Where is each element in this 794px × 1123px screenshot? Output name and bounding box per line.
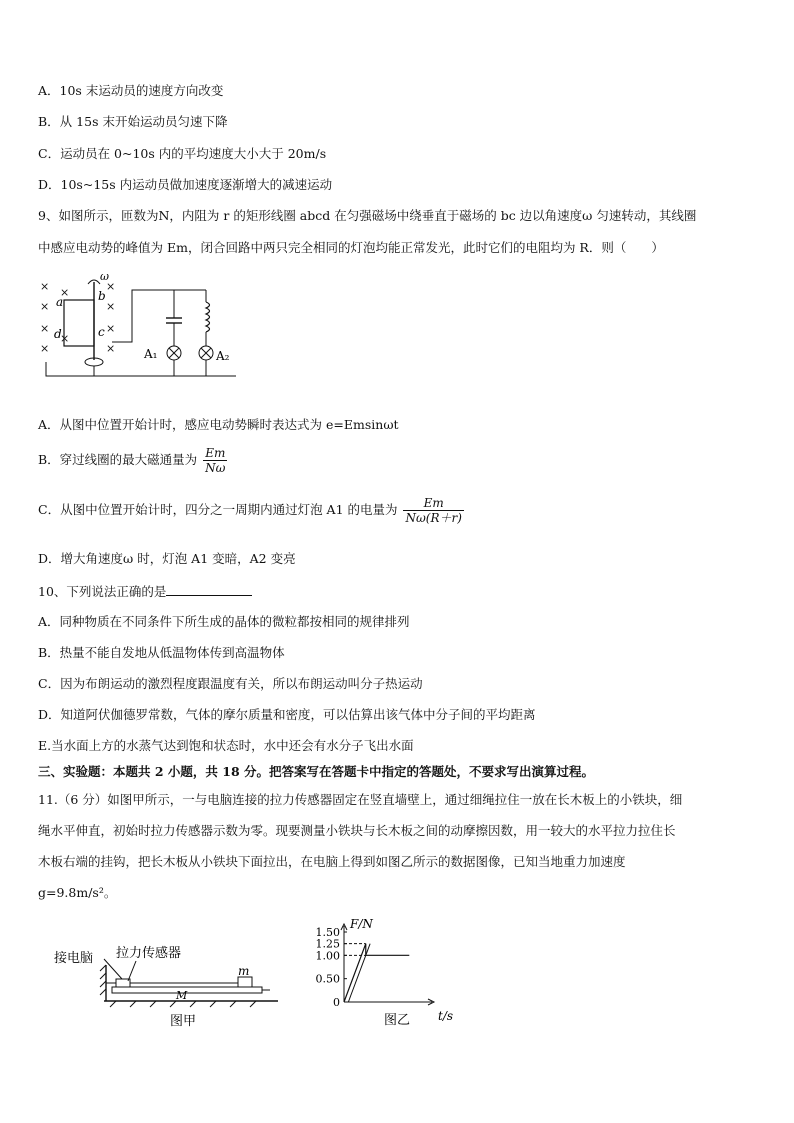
caption-yi: 图乙 <box>384 1013 411 1028</box>
omega-label: ω <box>100 270 109 283</box>
y-tick-label: 0 <box>333 996 340 1009</box>
q11-figure-yi-chart <box>300 916 470 1028</box>
q9-option-a: A．从图中位置开始计时，感应电动势瞬时表达式为 e=Emsinωt <box>38 417 399 432</box>
q9-option-c <box>38 496 464 525</box>
force-curve <box>344 944 409 1002</box>
q9-option-c-fraction: $\frac{Em}{N\omega(R+r)}$ <box>405 496 462 525</box>
label-a: a <box>56 295 64 309</box>
label-d: d <box>54 327 62 341</box>
computer-label: 接电脑 <box>54 951 94 966</box>
svg-text:×: × <box>40 322 50 335</box>
y-tick-label: 1.00 <box>315 949 340 963</box>
x-axis-label: t/s <box>438 1009 454 1023</box>
q11-line4: g=9.8m/s²。 <box>38 885 117 900</box>
svg-text:×: × <box>60 332 70 345</box>
q11-figure-jia <box>40 935 290 1030</box>
label-b: b <box>98 289 106 303</box>
q9-option-b-text: B．穿过线圈的最大磁通量为 <box>38 452 198 467</box>
q9-stem-line2: 中感应电动势的峰值为 Em，闭合回路中两只完全相同的灯泡均能正常发光，此时它们的电阻均为 R．则（ ） <box>38 240 664 255</box>
q9-option-b <box>38 446 227 475</box>
y-tick-label: 1.25 <box>315 937 340 951</box>
q11-line3: 木板右端的挂钩，把长木板从小铁块下面拉出，在电脑上得到如图乙所示的数据图像，已知当地重力加速度 <box>38 854 626 869</box>
q11-line1: 11.（6 分）如图甲所示，一与电脑连接的拉力传感器固定在竖直墙壁上，通过细绳拉住一放在长木板上的小铁块，细 <box>38 792 683 807</box>
force-curve-edge <box>348 944 370 1002</box>
lamp-a1-label: A₁ <box>144 347 158 361</box>
q8-option-c: C．运动员在 0~10s 内的平均速度大小大于 20m/s <box>38 146 327 161</box>
sensor-label: 拉力传感器 <box>116 946 182 961</box>
upper-wire <box>112 290 140 342</box>
q9-option-d: D．增大角速度ω 时，灯泡 A1 变暗，A2 变亮 <box>38 551 296 566</box>
q10-option-a: A．同种物质在不同条件下所生成的晶体的微粒都按相同的规律排列 <box>38 614 410 629</box>
svg-text:×: × <box>106 342 116 355</box>
q11-line2: 绳水平伸直，初始时拉力传感器示数为零。现要测量小铁块与长木板之间的动摩擦因数，用一较大的水平拉力拉住长 <box>38 823 676 838</box>
section-3-heading: 三、实验题：本题共 2 小题，共 18 分。把答案写在答题卡中指定的答题处，不要求写出演算过程。 <box>38 764 595 779</box>
sensor-leader <box>128 961 136 981</box>
mass-m-label: m <box>238 964 250 978</box>
q9-option-c-text: C．从图中位置开始计时，四分之一周期内通过灯泡 A1 的电量为 <box>38 502 398 517</box>
q10-option-c: C．因为布朗运动的激烈程度跟温度有关，所以布朗运动叫分子热运动 <box>38 676 423 691</box>
label-c: c <box>98 325 105 339</box>
q10-option-b: B．热量不能自发地从低温物体传到高温物体 <box>38 645 285 660</box>
svg-text:×: × <box>106 300 116 313</box>
q8-option-a: A．10s 末运动员的速度方向改变 <box>38 83 224 98</box>
mass-M-label: M <box>176 989 188 1002</box>
svg-text:×: × <box>40 300 50 313</box>
lamp-a2-label: A₂ <box>216 349 230 363</box>
svg-text:×: × <box>40 280 50 293</box>
q9-stem-line1: 9、如图所示，匝数为N，内阻为 r 的矩形线圈 abcd 在匀强磁场中绕垂直于磁场的 bc 边以角速度ω 匀速转动，其线圈 <box>38 208 697 223</box>
q10-stem: 10、下列说法正确的是 <box>38 583 252 600</box>
q8-option-b: B．从 15s 末开始运动员匀速下降 <box>38 114 228 129</box>
answer-blank <box>166 583 252 596</box>
svg-text:×: × <box>106 322 116 335</box>
q8-option-d: D．10s~15s 内运动员做加速度逐渐增大的减速运动 <box>38 177 333 192</box>
q10-option-e: E.当水面上方的水蒸气达到饱和状态时，水中还会有水分子飞出水面 <box>38 738 414 753</box>
inductor <box>206 302 210 332</box>
svg-text:×: × <box>40 342 50 355</box>
y-tick-label: 0.50 <box>315 972 340 986</box>
iron-block <box>238 977 252 987</box>
caption-jia: 图甲 <box>170 1014 197 1029</box>
q9-circuit-figure <box>36 270 246 390</box>
q9-option-b-fraction: $\frac{Em}{N\omega}$ <box>205 446 226 475</box>
y-axis-label: F/N <box>350 917 373 931</box>
svg-text:×: × <box>106 280 116 293</box>
y-tick-label: 1.50 <box>315 926 340 939</box>
q10-option-d: D．知道阿伏伽德罗常数，气体的摩尔质量和密度，可以估算出该气体中分子间的平均距离 <box>38 707 536 722</box>
svg-text:×: × <box>60 286 70 299</box>
